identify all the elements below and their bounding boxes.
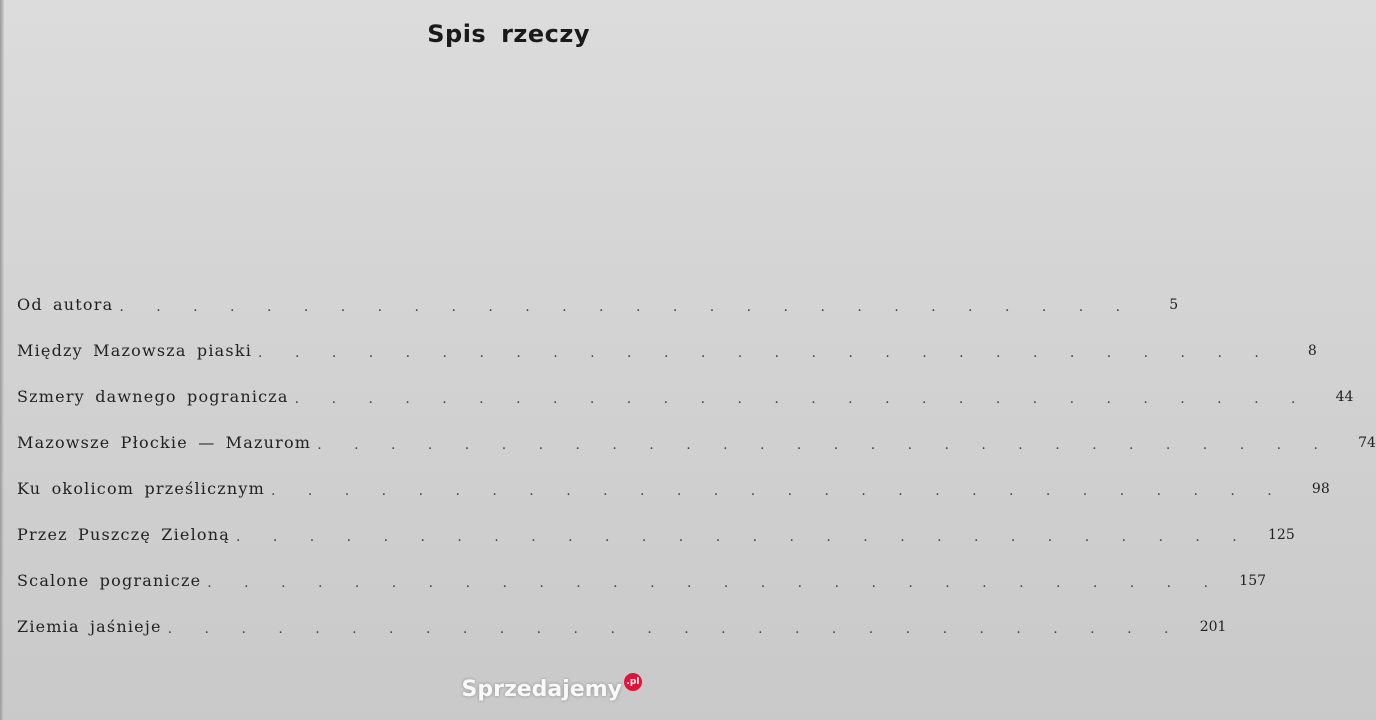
toc-entry — [17, 431, 1376, 477]
toc-entry-title: Szmery dawnego pogranicza — [17, 387, 289, 406]
toc-entry-title: Mazowsze Płockie — Mazurom — [17, 433, 312, 452]
toc-entry-title: Między Mazowsza piaski — [17, 341, 253, 360]
toc-entry — [17, 385, 1354, 431]
toc-page-number: 5 — [1169, 297, 1179, 313]
toc-entry — [17, 477, 1330, 523]
toc-page-number: 201 — [1199, 619, 1227, 635]
page-edge-shadow — [0, 0, 4, 720]
toc-entry-title: Przez Puszczę Zieloną — [17, 525, 230, 544]
dot-leader: . . . . . . . . . . . . . . . . . . . . . . . . . . . . — [258, 345, 1273, 361]
toc-entry — [17, 523, 1295, 569]
toc-entry-title: Ku okolicom prześlicznym — [17, 479, 265, 498]
page-title: Spis rzeczy — [427, 20, 590, 48]
toc-entry-title: Scalone pogranicze — [17, 571, 202, 590]
toc-page-number: 74 — [1358, 435, 1376, 451]
dot-leader: . . . . . . . . . . . . . . . . . . . . . . . . . . . . — [270, 483, 1286, 499]
toc-entry — [17, 339, 1317, 385]
toc-entry-title: Ziemia jaśnieje — [17, 617, 162, 636]
toc-entry — [17, 569, 1267, 615]
dot-leader: . . . . . . . . . . . . . . . . . . . . . . . . . . . . — [119, 299, 1135, 315]
watermark-logo — [462, 677, 643, 702]
toc-page-number: 8 — [1307, 343, 1317, 359]
toc-page-number: 125 — [1268, 527, 1295, 543]
watermark-text: Sprzedajemy — [461, 677, 622, 702]
toc-page-number: 44 — [1335, 389, 1354, 405]
toc-page-number: 98 — [1311, 481, 1330, 497]
table-of-contents — [17, 293, 1376, 661]
dot-leader: . . . . . . . . . . . . . . . . . . . . . . . . . . . . — [317, 437, 1332, 453]
toc-entry-title: Od autora — [17, 295, 114, 314]
dot-leader: . . . . . . . . . . . . . . . . . . . . . . . . . . . . — [294, 391, 1310, 407]
dot-leader: . . . . . . . . . . . . . . . . . . . . . . . . . . . . — [207, 575, 1223, 591]
watermark-badge: .pl — [624, 673, 642, 691]
toc-entry — [17, 615, 1227, 661]
dot-leader: . . . . . . . . . . . . . . . . . . . . . . . . . . . . — [235, 529, 1251, 545]
toc-entry — [17, 293, 1179, 339]
toc-page-number: 157 — [1239, 573, 1267, 589]
dot-leader: . . . . . . . . . . . . . . . . . . . . . . . . . . . . — [167, 621, 1183, 637]
